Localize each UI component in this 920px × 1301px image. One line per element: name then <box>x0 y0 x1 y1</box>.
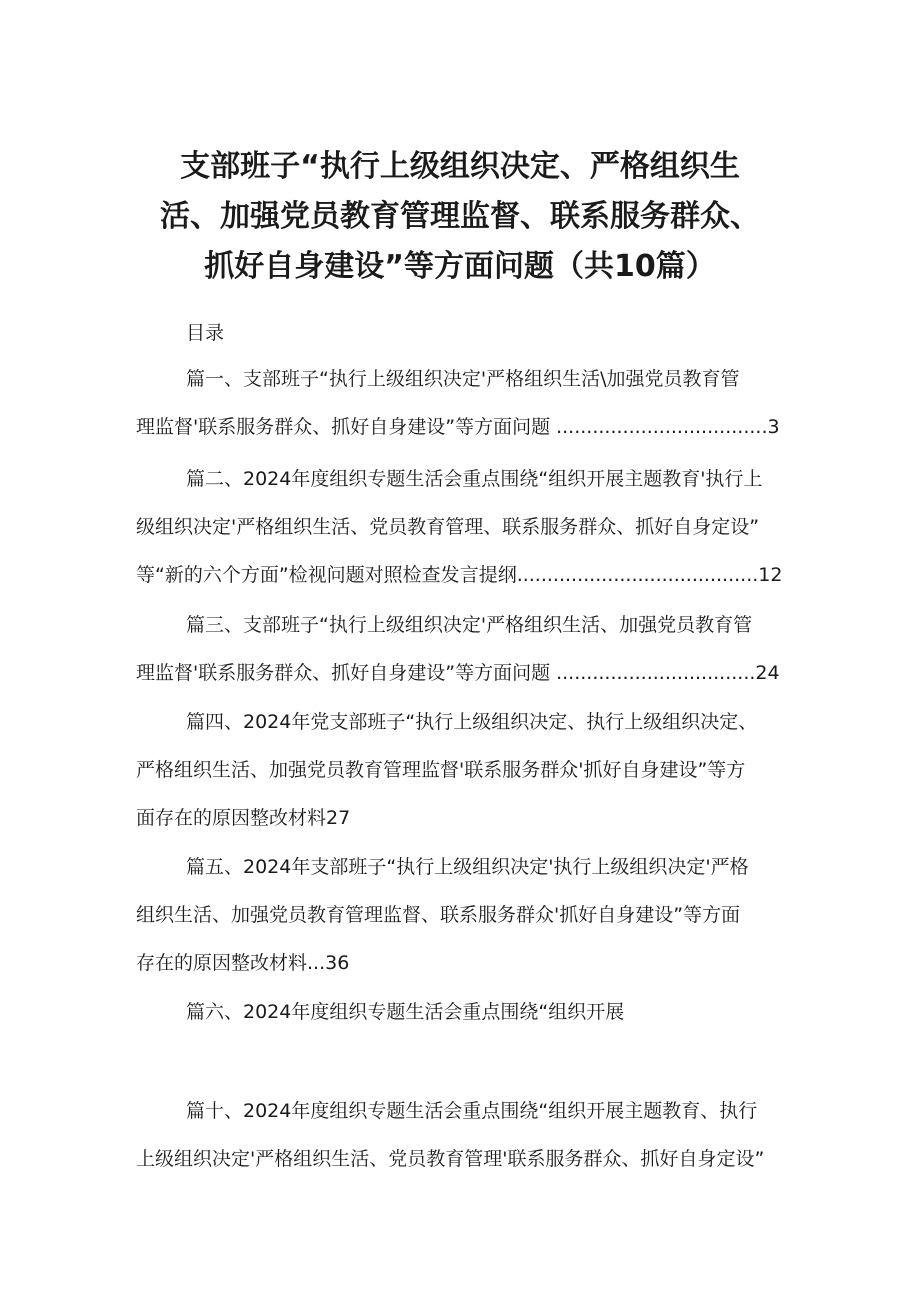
toc-entry-line: 篇一、支部班子“执行上级组织决定'严格组织生活\加强党员教育管 <box>186 368 740 390</box>
toc-entry-2[interactable] <box>136 455 796 599</box>
toc-entry-5[interactable] <box>136 843 796 987</box>
toc-entry-line: 篇二、2024年度组织专题生活会重点围绕“组织开展主题教育'执行上 <box>186 468 763 490</box>
title-line: 支部班子“执行上级组织决定、严格组织生 <box>180 149 740 184</box>
toc-entry-line: 篇四、2024年党支部班子“执行上级组织决定、执行上级组织决定、 <box>186 711 758 733</box>
toc-entry-line: 级组织决定'严格组织生活、党员教育管理、联系服务群众、抓好自身定设” <box>136 516 760 538</box>
toc-entry-line: 理监督'联系服务群众、抓好自身建设”等方面问题 .................................24 <box>136 662 780 684</box>
toc-entry-6[interactable] <box>136 988 796 1036</box>
toc-entry-4[interactable] <box>136 698 796 842</box>
toc-entry-line: 篇十、2024年度组织专题生活会重点围绕“组织开展主题教育、执行 <box>186 1100 758 1122</box>
toc-entry-line: 组织生活、加强党员教育管理监督、联系服务群众'抓好自身建设”等方面 <box>136 904 741 926</box>
toc-entry-3[interactable] <box>136 601 796 697</box>
toc-entry-line: 存在的原因整改材料...36 <box>136 952 350 974</box>
toc-heading: 目录 <box>186 322 225 344</box>
toc-entry-line: 理监督'联系服务群众、抓好自身建设”等方面问题 ...................................3 <box>136 416 780 438</box>
toc-entry-line: 严格组织生活、加强党员教育管理监督'联系服务群众'抓好自身建设”等方 <box>136 759 746 781</box>
toc-entry-line: 篇五、2024年支部班子“执行上级组织决定'执行上级组织决定'严格 <box>186 856 749 878</box>
document-title <box>140 142 780 292</box>
title-line: 抓好自身建设”等方面问题（共10篇） <box>204 249 716 284</box>
toc-entry-line: 篇六、2024年度组织专题生活会重点围绕“组织开展 <box>186 1001 625 1023</box>
toc-entry-line: 上级组织决定'严格组织生活、党员教育管理'联系服务群众、抓好自身定设” <box>136 1148 765 1170</box>
toc-entry-1[interactable] <box>136 355 796 451</box>
toc-entry-line: 等“新的六个方面”检视问题对照检查发言提纲........................................12 <box>136 564 783 586</box>
title-line: 活、加强党员教育管理监督、联系服务群众、 <box>160 199 760 234</box>
toc-entry-line: 面存在的原因整改材料27 <box>136 807 351 829</box>
toc-entry-line: 篇三、支部班子“执行上级组织决定'严格组织生活、加强党员教育管 <box>186 614 753 636</box>
toc-entry-10[interactable] <box>136 1087 796 1183</box>
